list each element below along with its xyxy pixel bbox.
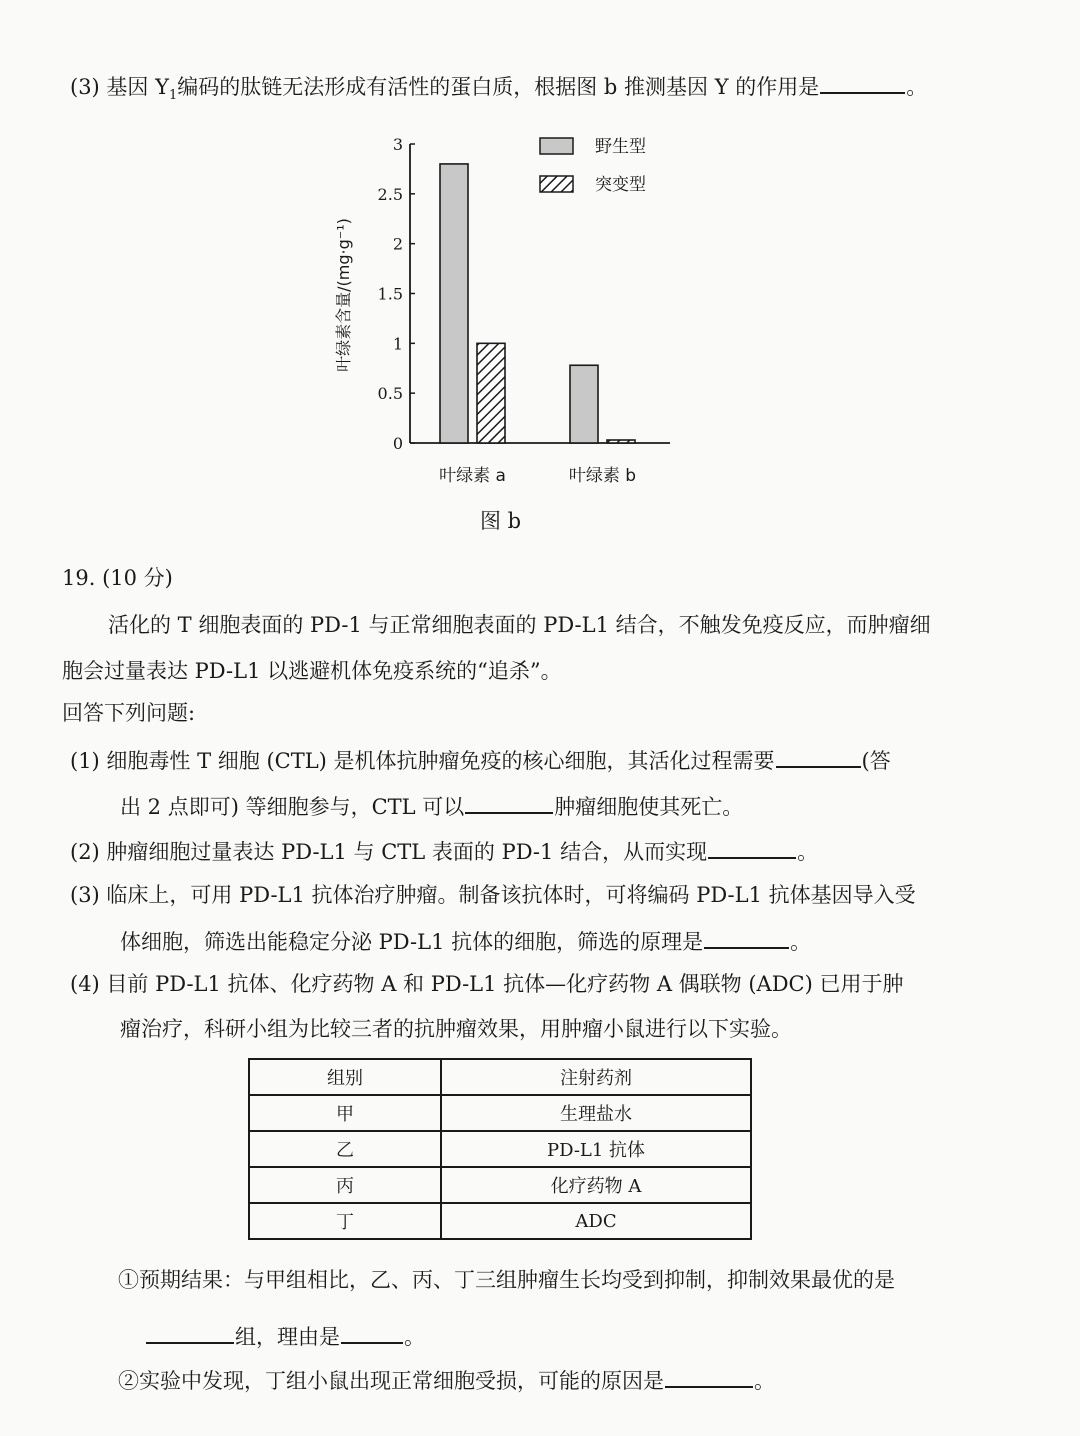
answer-blank[interactable] (665, 1364, 753, 1388)
y-tick-label: 3 (392, 135, 403, 154)
table-header-row (249, 1059, 751, 1095)
table-header-group: 组别 (249, 1059, 441, 1095)
q19-part1-text-b: (答 (861, 749, 891, 773)
q19-part3-text: 体细胞，筛选出能稳定分泌 PD-L1 抗体的细胞，筛选的原理是 (120, 930, 704, 954)
y-axis-label: 叶绿素含量/(mg·g⁻¹) (334, 218, 353, 372)
answer-blank[interactable] (820, 70, 905, 94)
answer-blank[interactable] (708, 835, 796, 859)
q19-part4-line1: (4) 目前 PD-L1 抗体、化疗药物 A 和 PD-L1 抗体—化疗药物 A 偶联物 (ADC) 已用于肿 (70, 972, 904, 996)
table-cell: 乙 (249, 1131, 441, 1167)
punctuation: 。 (404, 1325, 425, 1349)
q19-prompt: 回答下列问题: (62, 701, 196, 725)
table-row (249, 1167, 751, 1203)
q19-part2-line (70, 835, 818, 867)
legend-label: 突变型 (595, 175, 646, 195)
answer-blank[interactable] (146, 1320, 234, 1344)
q19-part3-line2 (120, 925, 811, 957)
answer-blank[interactable] (776, 744, 861, 768)
q19-intro-line2: 胞会过量表达 PD-L1 以逃避机体免疫系统的“追杀”。 (62, 659, 562, 683)
y-tick-label: 1.5 (377, 284, 403, 304)
punctuation: 。 (790, 930, 812, 954)
y-tick-label: 1 (392, 334, 403, 354)
q19-part1-line1 (70, 744, 891, 776)
q19-result1-text: 组，理由是 (235, 1325, 340, 1349)
table-header-drug: 注射药剂 (441, 1059, 751, 1095)
table-cell: PD-L1 抗体 (441, 1131, 751, 1167)
bar (570, 365, 598, 443)
punctuation: 。 (906, 75, 928, 99)
q19-intro-line1: 活化的 T 细胞表面的 PD-1 与正常细胞表面的 PD-L1 结合，不触发免疫反应，而肿瘤细 (108, 613, 931, 637)
chart-svg (325, 130, 685, 490)
q18-part3-line (70, 70, 927, 106)
y-tick-label: 2 (392, 234, 403, 254)
bar (607, 440, 635, 443)
q19-part1-line2 (120, 790, 743, 822)
answer-blank[interactable] (341, 1320, 403, 1344)
table-cell: 丙 (249, 1167, 441, 1203)
q18-part3-prefix: (3) 基因 Y (70, 75, 169, 99)
chlorophyll-bar-chart (325, 130, 685, 490)
table-cell: 甲 (249, 1095, 441, 1131)
legend-swatch (540, 176, 573, 192)
bar (440, 164, 468, 443)
table-cell: 化疗药物 A (441, 1167, 751, 1203)
y-tick-label: 0.5 (377, 384, 403, 404)
q19-part2-text: (2) 肿瘤细胞过量表达 PD-L1 与 CTL 表面的 PD-1 结合，从而实现 (70, 840, 708, 864)
q19-header: 19. (10 分) (62, 566, 173, 590)
q19-part1-text: (1) 细胞毒性 T 细胞 (CTL) 是机体抗肿瘤免疫的核心细胞，其活化过程需要 (70, 749, 775, 773)
x-tick-label: 叶绿素 b (568, 466, 637, 486)
figure-caption: 图 b (480, 509, 522, 533)
table-cell: 丁 (249, 1203, 441, 1239)
q19-part1-text-c: 出 2 点即可) 等细胞参与，CTL 可以 (120, 795, 465, 819)
table-cell: 生理盐水 (441, 1095, 751, 1131)
x-tick-label: 叶绿素 a (439, 466, 506, 486)
q19-result2-text: ②实验中发现，丁组小鼠出现正常细胞受损，可能的原因是 (118, 1369, 664, 1393)
legend-swatch (540, 138, 573, 154)
punctuation: 。 (754, 1369, 775, 1393)
punctuation: 。 (797, 840, 819, 864)
q19-part1-text-d: 肿瘤细胞使其死亡。 (554, 795, 744, 819)
table-row (249, 1131, 751, 1167)
table-row (249, 1095, 751, 1131)
q19-result1-line2 (145, 1320, 425, 1352)
legend-label: 野生型 (595, 137, 646, 157)
table-cell: ADC (441, 1203, 751, 1239)
q19-part4-line2: 瘤治疗，科研小组为比较三者的抗肿瘤效果，用肿瘤小鼠进行以下实验。 (120, 1017, 792, 1041)
subscript: 1 (168, 88, 178, 103)
q18-part3-text: 编码的肽链无法形成有活性的蛋白质，根据图 b 推测基因 Y 的作用是 (177, 75, 820, 99)
table-row (249, 1203, 751, 1239)
q19-part3-line1: (3) 临床上，可用 PD-L1 抗体治疗肿瘤。制备该抗体时，可将编码 PD-L1 抗体基因导入受 (70, 883, 916, 907)
bar (477, 343, 505, 443)
answer-blank[interactable] (465, 790, 553, 814)
answer-blank[interactable] (704, 925, 789, 949)
q19-result1-line1: ①预期结果：与甲组相比，乙、丙、丁三组肿瘤生长均受到抑制，抑制效果最优的是 (118, 1268, 895, 1292)
y-tick-label: 2.5 (377, 184, 403, 204)
y-tick-label: 0 (392, 434, 403, 453)
q19-result2-line (118, 1364, 775, 1396)
experiment-table (248, 1058, 752, 1240)
